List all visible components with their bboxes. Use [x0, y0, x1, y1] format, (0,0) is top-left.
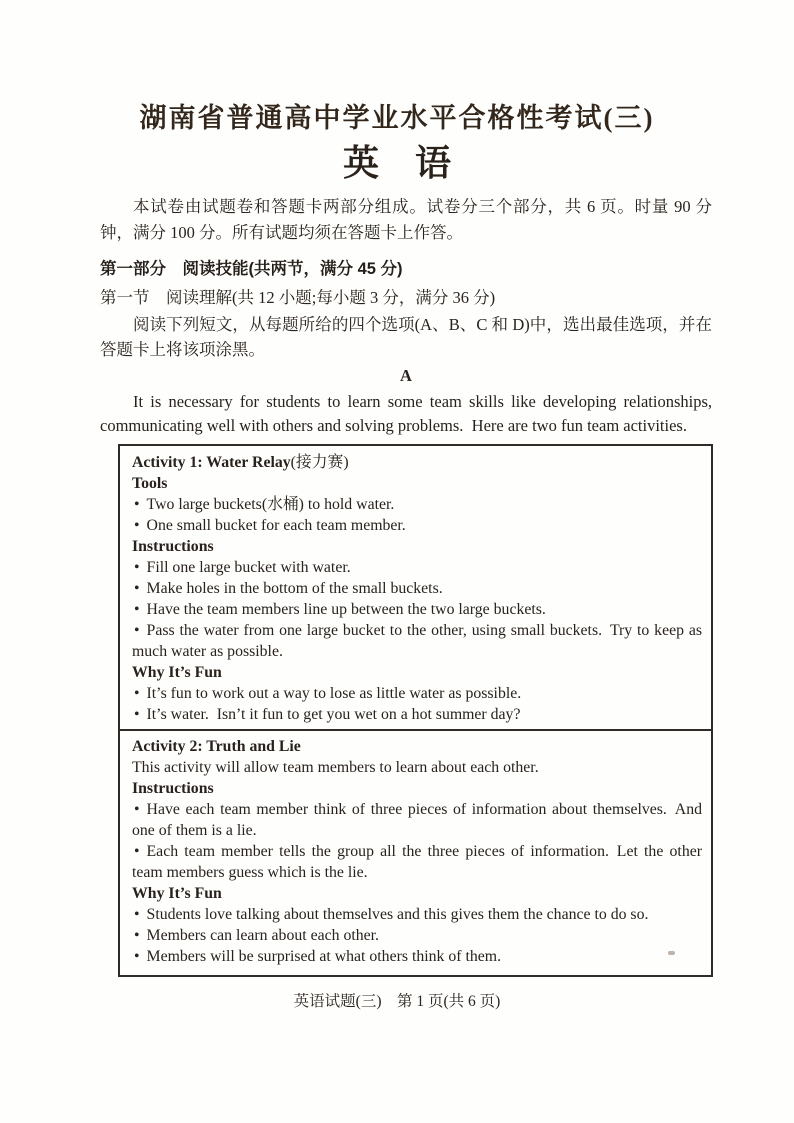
passage-label: A [400, 366, 412, 385]
bullet-item [132, 599, 702, 620]
activity-2-fun-heading: Why It’s Fun [132, 885, 222, 902]
bullet-text: Fill one large bucket with water. [146, 559, 351, 576]
activity-1 [120, 446, 711, 729]
activity-1-title [132, 452, 702, 473]
bullet-icon: • [134, 559, 140, 576]
exam-title: 湖南省普通高中学业水平合格性考试(三) [139, 103, 655, 133]
activity-1-fun-heading: Why It’s Fun [132, 664, 222, 681]
activity-1-title-en: Activity 1: Water Relay [132, 454, 291, 471]
bullet-icon: • [134, 496, 140, 513]
bullet-icon: • [134, 685, 140, 702]
activity-2-title [132, 736, 702, 757]
bullet-text: Pass the water from one large bucket to the other, using small buckets. Try to keep as much water as possible. [132, 622, 702, 660]
bullet-item [132, 946, 702, 967]
activities-box [118, 444, 713, 977]
bullet-icon: • [134, 601, 140, 618]
part1-section1-heading: 第一节 阅读理解(共 12 小题;每小题 3 分，满分 36 分) [100, 288, 496, 307]
activity-2 [120, 729, 711, 975]
bullet-item [132, 904, 702, 925]
bullet-icon: • [134, 843, 140, 860]
passage-intro: It is necessary for students to learn some team skills like developing relationships, communicating well with others and solving problems. Here are two fun team activities. [100, 392, 712, 435]
part1-heading: 第一部分 阅读技能(共两节，满分 45 分) [100, 260, 403, 278]
activity-2-instructions-heading: Instructions [132, 780, 214, 797]
activity-2-lead: This activity will allow team members to learn about each other. [132, 759, 539, 776]
bullet-text: Two large buckets(水桶) to hold water. [146, 496, 395, 513]
bullet-text: Members will be surprised at what others think of them. [146, 948, 502, 965]
bullet-item [132, 799, 702, 841]
scan-speck [668, 951, 675, 955]
bullet-icon: • [134, 622, 140, 639]
bullet-icon: • [134, 580, 140, 597]
bullet-text: It’s water. Isn’t it fun to get you wet on a hot summer day? [146, 706, 521, 723]
bullet-item [132, 704, 702, 725]
bullet-icon: • [134, 801, 140, 818]
subject-title: 英 语 [342, 142, 451, 183]
bullet-text: One small bucket for each team member. [146, 517, 406, 534]
bullet-text: Each team member tells the group all the three pieces of information. Let the other team members guess which is the lie. [132, 843, 702, 881]
bullet-icon: • [134, 906, 140, 923]
bullet-text: Members can learn about each other. [146, 927, 379, 944]
bullet-icon: • [134, 948, 140, 965]
activity-1-tools-heading: Tools [132, 475, 168, 492]
bullet-item [132, 494, 702, 515]
exam-preface: 本试卷由试题卷和答题卡两部分组成。试卷分三个部分，共 6 页。时量 90 分钟，满分 100 分。所有试题均须在答题卡上作答。 [100, 197, 712, 242]
bullet-text: Make holes in the bottom of the small buckets. [146, 580, 443, 597]
activity-1-title-zh: (接力赛) [290, 454, 349, 471]
bullet-item [132, 841, 702, 883]
bullet-item [132, 578, 702, 599]
bullet-item [132, 557, 702, 578]
activity-1-instructions-heading: Instructions [132, 538, 214, 555]
bullet-item [132, 925, 702, 946]
bullet-icon: • [134, 927, 140, 944]
bullet-icon: • [134, 517, 140, 534]
bullet-item [132, 620, 702, 662]
bullet-item [132, 683, 702, 704]
bullet-text: It’s fun to work out a way to lose as little water as possible. [146, 685, 522, 702]
reading-directions: 阅读下列短文，从每题所给的四个选项(A、B、C 和 D)中，选出最佳选项，并在答题卡上将该项涂黑。 [100, 315, 712, 359]
bullet-text: Have the team members line up between the two large buckets. [146, 601, 546, 618]
page-footer: 英语试题(三) 第 1 页(共 6 页) [293, 993, 501, 1010]
bullet-item [132, 515, 702, 536]
bullet-text: Students love talking about themselves and this gives them the chance to do so. [146, 906, 649, 923]
activity-2-title-en: Activity 2: Truth and Lie [132, 738, 301, 755]
bullet-icon: • [134, 706, 140, 723]
bullet-text: Have each team member think of three pieces of information about themselves. And one of them is a lie. [132, 801, 702, 839]
